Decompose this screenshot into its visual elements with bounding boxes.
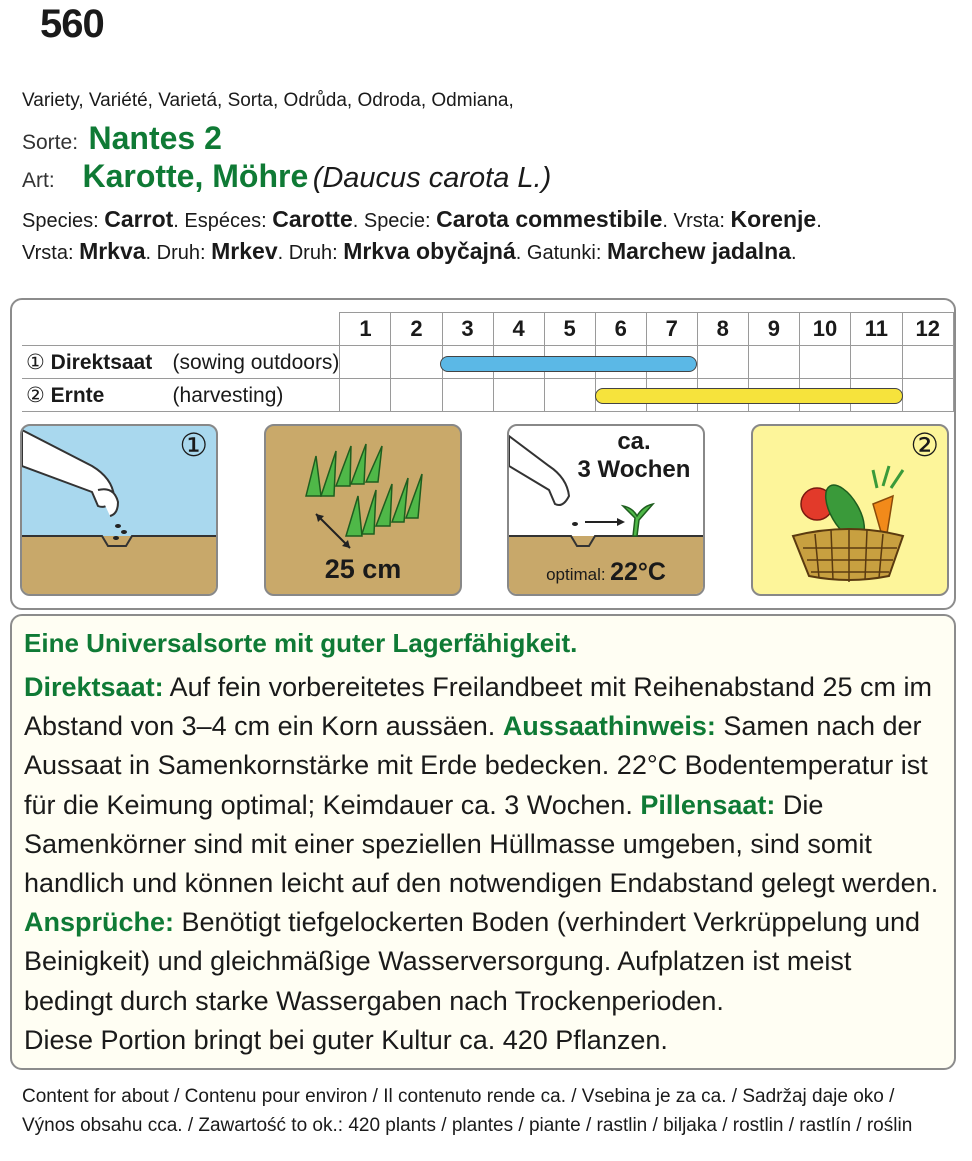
month-header: 11 <box>851 313 902 346</box>
month-header: 8 <box>697 313 748 346</box>
month-header: 6 <box>595 313 646 346</box>
harvest-illustration <box>751 424 949 596</box>
sorte-value: Nantes 2 <box>88 120 222 156</box>
calendar-row-sowing: ① Direktsaat (sowing outdoors) <box>22 346 954 379</box>
description-box <box>10 614 956 1070</box>
calendar-row-harvest: ② Ernte (harvesting) <box>22 379 954 412</box>
harvest-period-bar <box>595 388 903 404</box>
paragraph-requirements: Ansprüche: Benötigt tiefgelockerten Boden (verhindert Verkrüppelung und Beinigkeit) und gleichmäßige Wasserversorgung. Aufplatzen ist meist bedingt durch starke Wassergaben nach Trockenperioden. <box>24 907 921 1016</box>
sorte-line <box>22 120 222 157</box>
month-header: 10 <box>799 313 850 346</box>
row-spacing-label: 25 cm <box>324 554 402 584</box>
species-value: Marchew jadalna <box>606 238 792 264</box>
month-header: 5 <box>544 313 595 346</box>
paragraph-yield: Diese Portion bringt bei guter Kultur ca. 420 Pflanzen. <box>24 1024 668 1055</box>
species-value: Carotte <box>272 206 353 232</box>
month-header: 12 <box>902 313 953 346</box>
footer-line: Výnos obsahu cca. / Zawartość to ok.: 420 plants / plantes / piante / rastlin / biljaka / rostlin / rastlín / roślin <box>22 1115 913 1136</box>
germination-illustration <box>507 424 705 596</box>
row-name: Ernte <box>50 383 105 407</box>
optimal-temperature: optimal: 22°C <box>546 558 666 586</box>
art-value: Karotte, Möhre <box>82 158 309 194</box>
month-header: 2 <box>391 313 442 346</box>
species-line-2: Vrsta: Mrkva. Druh: Mrkev. Druh: Mrkva obyčajná. Gatunki: Marchew jadalna. <box>22 238 797 264</box>
species-value: Korenje <box>730 206 817 232</box>
footer-line: Content for about / Contenu pour environ / Il contenuto rende ca. / Vsebina je za ca. / Sadržaj daje oko / <box>22 1086 895 1107</box>
panel-marker: ② <box>910 427 939 463</box>
species-value: Carota commestibile <box>436 206 663 232</box>
row-name: Direktsaat <box>50 350 153 374</box>
spacing-illustration <box>264 424 462 596</box>
panel-marker: ① <box>179 427 208 463</box>
headline: Eine Universalsorte mit guter Lagerfähigkeit. <box>24 628 578 658</box>
row-note: (sowing outdoors) <box>172 350 340 374</box>
month-header: 7 <box>646 313 697 346</box>
species-value: Mrkva <box>79 238 146 264</box>
art-line <box>22 158 551 195</box>
species-value: Mrkva obyčajná <box>343 238 516 264</box>
row-note: (harvesting) <box>172 383 284 407</box>
species-line-1: Species: Carrot. Espéces: Carotte. Specie: Carota commestibile. Vrsta: Korenje. <box>22 206 822 232</box>
calendar-box <box>10 298 956 610</box>
variety-line: Variety, Variété, Varietá, Sorta, Odrůda, Odroda, Odmiana, <box>22 90 514 111</box>
paragraph-sowing: Direktsaat: Auf fein vorbereitetes Freilandbeet mit Reihenabstand 25 cm im Abstand von 3–4 cm ein Korn aussäen. Aussaathinweis: Samen nach der Aussaat in Samenkornstärke mit Erde bedecken. 22°C Bodentemperatur ist für die Keimung optimal; Keimdauer ca. 3 Wochen. Pillensaat: Die Samenkörner sind mit einer speziellen Hüllmasse umgeben, sind somit handlich und können leicht auf den notwendigen Endabstand gelegt werden. <box>24 672 939 899</box>
germination-duration: ca. 3 Wochen <box>577 428 691 483</box>
art-label: Art: <box>22 169 55 192</box>
description-body <box>24 668 944 1060</box>
content-footer <box>22 1082 912 1140</box>
sorte-label: Sorte: <box>22 131 79 154</box>
sowing-illustration <box>20 424 218 596</box>
month-header: 1 <box>340 313 391 346</box>
month-header: 9 <box>748 313 799 346</box>
month-header: 3 <box>442 313 493 346</box>
month-header: 4 <box>493 313 544 346</box>
species-value: Carrot <box>104 206 174 232</box>
art-latin: (Daucus carota L.) <box>312 162 552 194</box>
species-value: Mrkev <box>211 238 278 264</box>
product-code: 560 <box>40 2 104 46</box>
sowing-period-bar <box>440 356 696 372</box>
